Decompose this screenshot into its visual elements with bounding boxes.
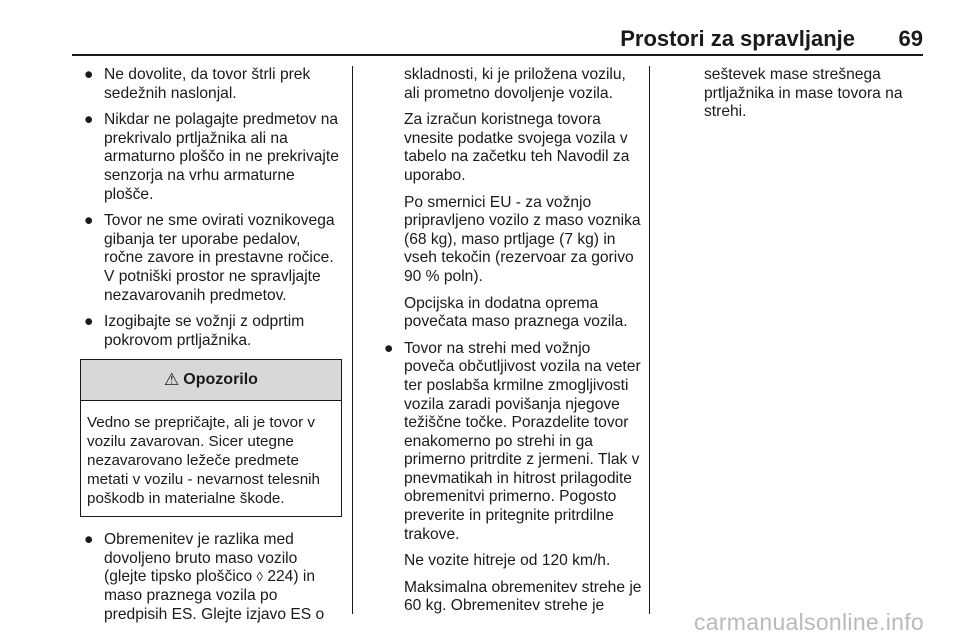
bullet-text: Tovor na strehi med vožnjo poveča občutljivost vozila na veter ter poslabša krmilne zmogljivosti vozila zaradi povišanja njegove težiščne točke. Porazdelite tovor enakomerno po strehi in ga primerno pritrdite z jermeni. Tlak v pnevmatikah in hitrost prilagodite obremenitvi primerno. Pogosto preverite in pritegnite pritrdilne trakove. bbox=[404, 339, 641, 543]
bullet-dot: ● bbox=[84, 212, 94, 230]
page-number: 69 bbox=[898, 26, 923, 51]
paragraph: seštevek mase strešnega prtljažnika in mase tovora na strehi. bbox=[704, 66, 903, 121]
page-header bbox=[0, 0, 960, 52]
column-divider-1 bbox=[352, 66, 353, 614]
bullet-dot: ● bbox=[84, 66, 94, 83]
bullet-dot: ● bbox=[84, 111, 94, 129]
bullet-text-after: ) in maso praznega vozila po predpisih ES. Glejte izjavo ES o bbox=[104, 568, 325, 623]
bullet-dot: ● bbox=[84, 313, 94, 331]
page-reference-icon: ◊ bbox=[256, 569, 263, 585]
paragraph: Opcijska in dodatna oprema povečata maso praznega vozila. bbox=[404, 294, 628, 331]
warning-header bbox=[81, 360, 341, 401]
warning-text: Vedno se prepričajte, ali je tovor v vozilu zavarovan. Sicer utegne nezavarovano ležeče predmete metati v vozilu - nevarnost telesnih poškodb in materialne škode. bbox=[87, 414, 320, 507]
paragraph: Za izračun koristnega tovora vnesite podatke svojega vozila v tabelo na začetku teh Navodil za uporabo. bbox=[404, 111, 630, 184]
bullet-text: Tovor ne sme ovirati voznikovega gibanja ter uporabe pedalov, ročne zavore in prestavne ročice. V potniški prostor ne spravljajte nezavarovanih predmetov. bbox=[104, 212, 335, 304]
watermark: carmanualsonline.info bbox=[693, 609, 924, 635]
bullet-text-before: Obremenitev je razlika med dovoljeno bruto maso vozilo (glejte tipsko ploščico bbox=[104, 531, 298, 586]
page-reference[interactable]: 224 bbox=[267, 568, 294, 586]
bullet-item bbox=[80, 111, 342, 204]
bullet-item bbox=[80, 212, 342, 305]
bullet-dot: ● bbox=[84, 531, 94, 549]
paragraph: Ne vozite hitreje od 120 km/h. bbox=[404, 552, 611, 570]
paragraph: skladnosti, ki je priložena vozilu, ali prometno dovoljenje vozila. bbox=[404, 66, 626, 102]
warning-title: Opozorilo bbox=[183, 371, 258, 389]
bullet-item bbox=[80, 531, 342, 624]
bullet-item bbox=[80, 66, 342, 103]
column-1 bbox=[80, 66, 342, 632]
section-title: Prostori za spravljanje bbox=[620, 26, 855, 51]
bullet-item bbox=[380, 340, 642, 545]
bullet-item bbox=[80, 313, 342, 350]
column-2 bbox=[380, 66, 642, 624]
warning-box bbox=[80, 359, 342, 517]
paragraph: Po smernici EU - za vožnjo pripravljeno vozilo z maso voznika (68 kg), maso prtljage (7 kg) in vseh tekočin (rezervoar za gorivo 90 % poln). bbox=[404, 193, 641, 285]
warning-triangle-icon: ⚠ bbox=[164, 370, 180, 390]
column-divider-2 bbox=[649, 66, 650, 614]
bullet-text: Nikdar ne polagajte predmetov na prekrivalo prtljažnika ali na armaturno ploščo in ne prekrivajte senzorja na vrhu armaturne plošče. bbox=[104, 111, 339, 203]
bullet-dot: ● bbox=[384, 339, 394, 357]
column-3 bbox=[680, 66, 925, 130]
bullet-text: Ne dovolite, da tovor štrli prek sedežnih naslonjal. bbox=[104, 66, 311, 102]
bullet-text: Izogibajte se vožnji z odprtim pokrovom prtljažnika. bbox=[104, 313, 305, 349]
header-rule bbox=[72, 54, 923, 56]
paragraph: Maksimalna obremenitev strehe je 60 kg. Obremenitev strehe je bbox=[404, 578, 642, 615]
